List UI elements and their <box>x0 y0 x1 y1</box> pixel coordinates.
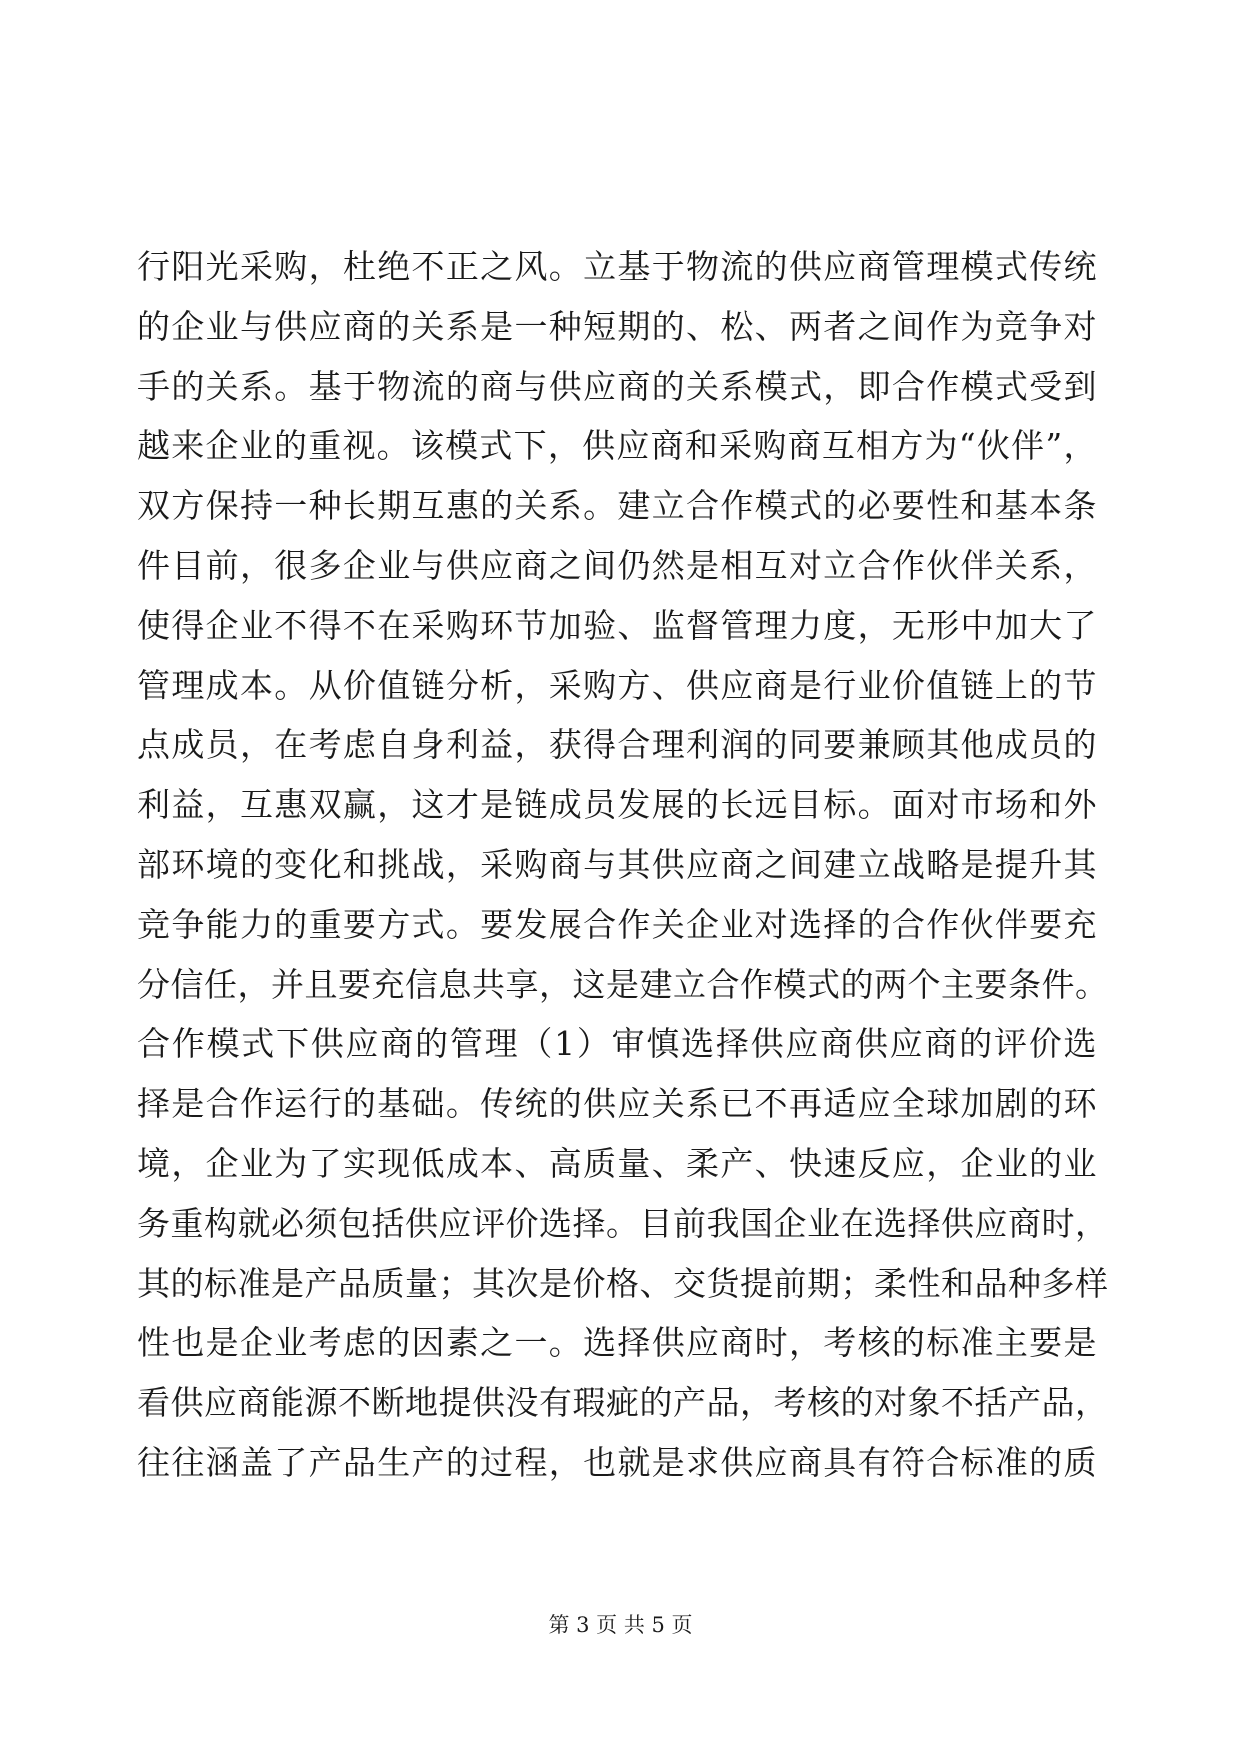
text-line: 务重构就必须包括供应评价选择。目前我国企业在选择供应商时， <box>137 1203 1109 1243</box>
text-line: 件目前，很多企业与供应商之间仍然是相互对立合作伙伴关系， <box>137 545 1097 585</box>
text-line: 点成员，在考虑自身利益，获得合理利润的同要兼顾其他成员的 <box>137 725 1097 765</box>
text-line: 境，企业为了实现低成本、高质量、柔产、快速反应，企业的业 <box>137 1143 1097 1183</box>
text-line: 行阳光采购，杜绝不正之风。立基于物流的供应商管理模式传统 <box>137 247 1097 286</box>
text-line: 分信任，并且要充信息共享，这是建立合作模式的两个主要条件。 <box>137 964 1109 1004</box>
text-line: 部环境的变化和挑战，采购商与其供应商之间建立战略是提升其 <box>137 844 1097 884</box>
text-line: 利益，互惠双赢，这才是链成员发展的长远目标。面对市场和外 <box>137 785 1097 825</box>
text-line: 其的标准是产品质量；其次是价格、交货提前期；柔性和品种多样 <box>137 1263 1109 1303</box>
text-line: 双方保持一种长期互惠的关系。建立合作模式的必要性和基本条 <box>137 486 1097 526</box>
text-line: 看供应商能源不断地提供没有瑕疵的产品，考核的对象不括产品， <box>137 1383 1109 1423</box>
text-line: 往往涵盖了产品生产的过程，也就是求供应商具有符合标准的质 <box>137 1442 1097 1482</box>
text-line: 的企业与供应商的关系是一种短期的、松、两者之间作为竞争对 <box>137 306 1097 346</box>
page-footer: 第 3 页 共 5 页 <box>548 1613 693 1637</box>
text-line: 使得企业不得不在采购环节加验、监督管理力度，无形中加大了 <box>137 605 1097 645</box>
body-text <box>137 237 1109 1493</box>
text-line: 性也是企业考虑的因素之一。选择供应商时，考核的标准主要是 <box>137 1323 1097 1363</box>
text-line: 合作模式下供应商的管理（1）审慎选择供应商供应商的评价选 <box>137 1024 1097 1064</box>
text-line: 择是合作运行的基础。传统的供应关系已不再适应全球加剧的环 <box>137 1084 1097 1124</box>
text-line: 管理成本。从价值链分析，采购方、供应商是行业价值链上的节 <box>137 665 1097 705</box>
text-line: 手的关系。基于物流的商与供应商的关系模式，即合作模式受到 <box>137 366 1097 406</box>
text-line: 竞争能力的重要方式。要发展合作关企业对选择的合作伙伴要充 <box>137 904 1097 944</box>
text-line: 越来企业的重视。该模式下，供应商和采购商互相方为“伙伴”， <box>137 426 1097 466</box>
